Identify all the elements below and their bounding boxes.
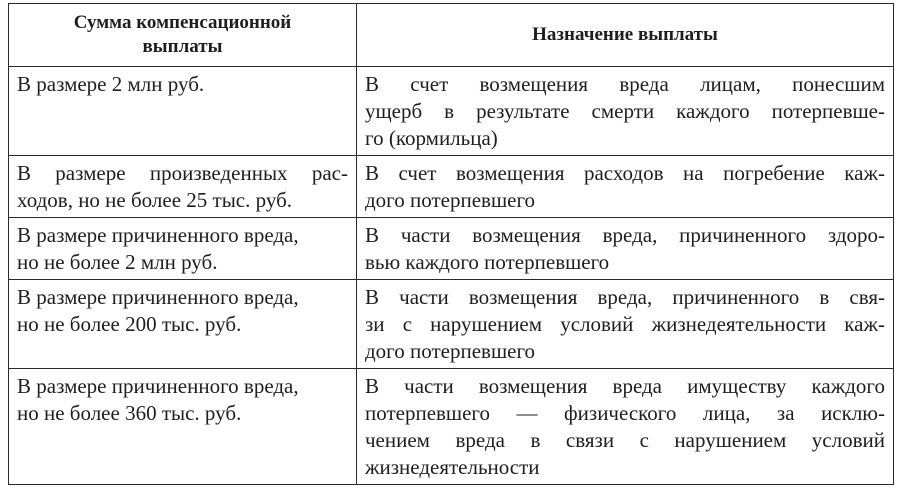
purpose-line: дого потерпевшего bbox=[365, 339, 536, 363]
header-purpose-line-1: Назначение выплаты bbox=[532, 24, 718, 45]
purpose-line: вью каждого потерпевшего bbox=[365, 250, 610, 274]
table-row bbox=[9, 218, 894, 280]
purpose-line: потерпевшего — физического лица, за исклю- bbox=[365, 401, 885, 425]
purpose-line: В части возмещения вреда, причиненного в свя- bbox=[365, 285, 885, 309]
amount-cell bbox=[9, 156, 357, 218]
purpose-line: В счет возмещения вреда лицам, понесшим bbox=[365, 72, 885, 96]
purpose-line: чением вреда в связи с нарушением условий bbox=[365, 428, 885, 452]
table-row bbox=[9, 280, 894, 369]
purpose-cell bbox=[357, 156, 894, 218]
amount-line: но не более 360 тыс. руб. bbox=[17, 401, 242, 425]
purpose-line: В счет возмещения расходов на погребение каж- bbox=[365, 161, 885, 185]
amount-cell bbox=[9, 369, 357, 485]
purpose-line: дого потерпевшего bbox=[365, 188, 536, 212]
amount-line: В размере причиненного вреда, bbox=[17, 223, 299, 247]
amount-line: В размере причиненного вреда, bbox=[17, 374, 299, 398]
purpose-line: го (кормильца) bbox=[365, 126, 498, 150]
purpose-cell bbox=[357, 218, 894, 280]
header-amount bbox=[9, 4, 357, 67]
amount-line: В размере 2 млн руб. bbox=[17, 72, 205, 96]
amount-cell bbox=[9, 67, 357, 156]
purpose-cell bbox=[357, 67, 894, 156]
purpose-line: В части возмещения вреда имуществу каждого bbox=[365, 374, 885, 398]
amount-line: В размере произведенных рас- bbox=[17, 161, 348, 185]
amount-line: ходов, но не более 25 тыс. руб. bbox=[17, 188, 293, 212]
purpose-line: ущерб в результате смерти каждого потерпевше- bbox=[365, 99, 885, 123]
purpose-line: В части возмещения вреда, причиненного здоро- bbox=[365, 223, 885, 247]
table-header-row bbox=[9, 4, 894, 67]
table-row bbox=[9, 67, 894, 156]
compensation-table bbox=[8, 3, 894, 485]
table-row bbox=[9, 156, 894, 218]
amount-cell bbox=[9, 280, 357, 369]
header-amount-line-2: выплаты bbox=[142, 36, 223, 57]
amount-line: В размере причиненного вреда, bbox=[17, 285, 299, 309]
purpose-cell bbox=[357, 369, 894, 485]
header-purpose bbox=[357, 4, 894, 67]
purpose-line: зи с нарушением условий жизнедеятельности каж- bbox=[365, 312, 885, 336]
amount-line: но не более 2 млн руб. bbox=[17, 250, 218, 274]
purpose-line: жизнедеятельности bbox=[365, 455, 540, 479]
amount-line: но не более 200 тыс. руб. bbox=[17, 312, 242, 336]
purpose-cell bbox=[357, 280, 894, 369]
header-amount-line-1: Сумма компенсационной bbox=[73, 12, 292, 33]
table-row bbox=[9, 369, 894, 485]
amount-cell bbox=[9, 218, 357, 280]
